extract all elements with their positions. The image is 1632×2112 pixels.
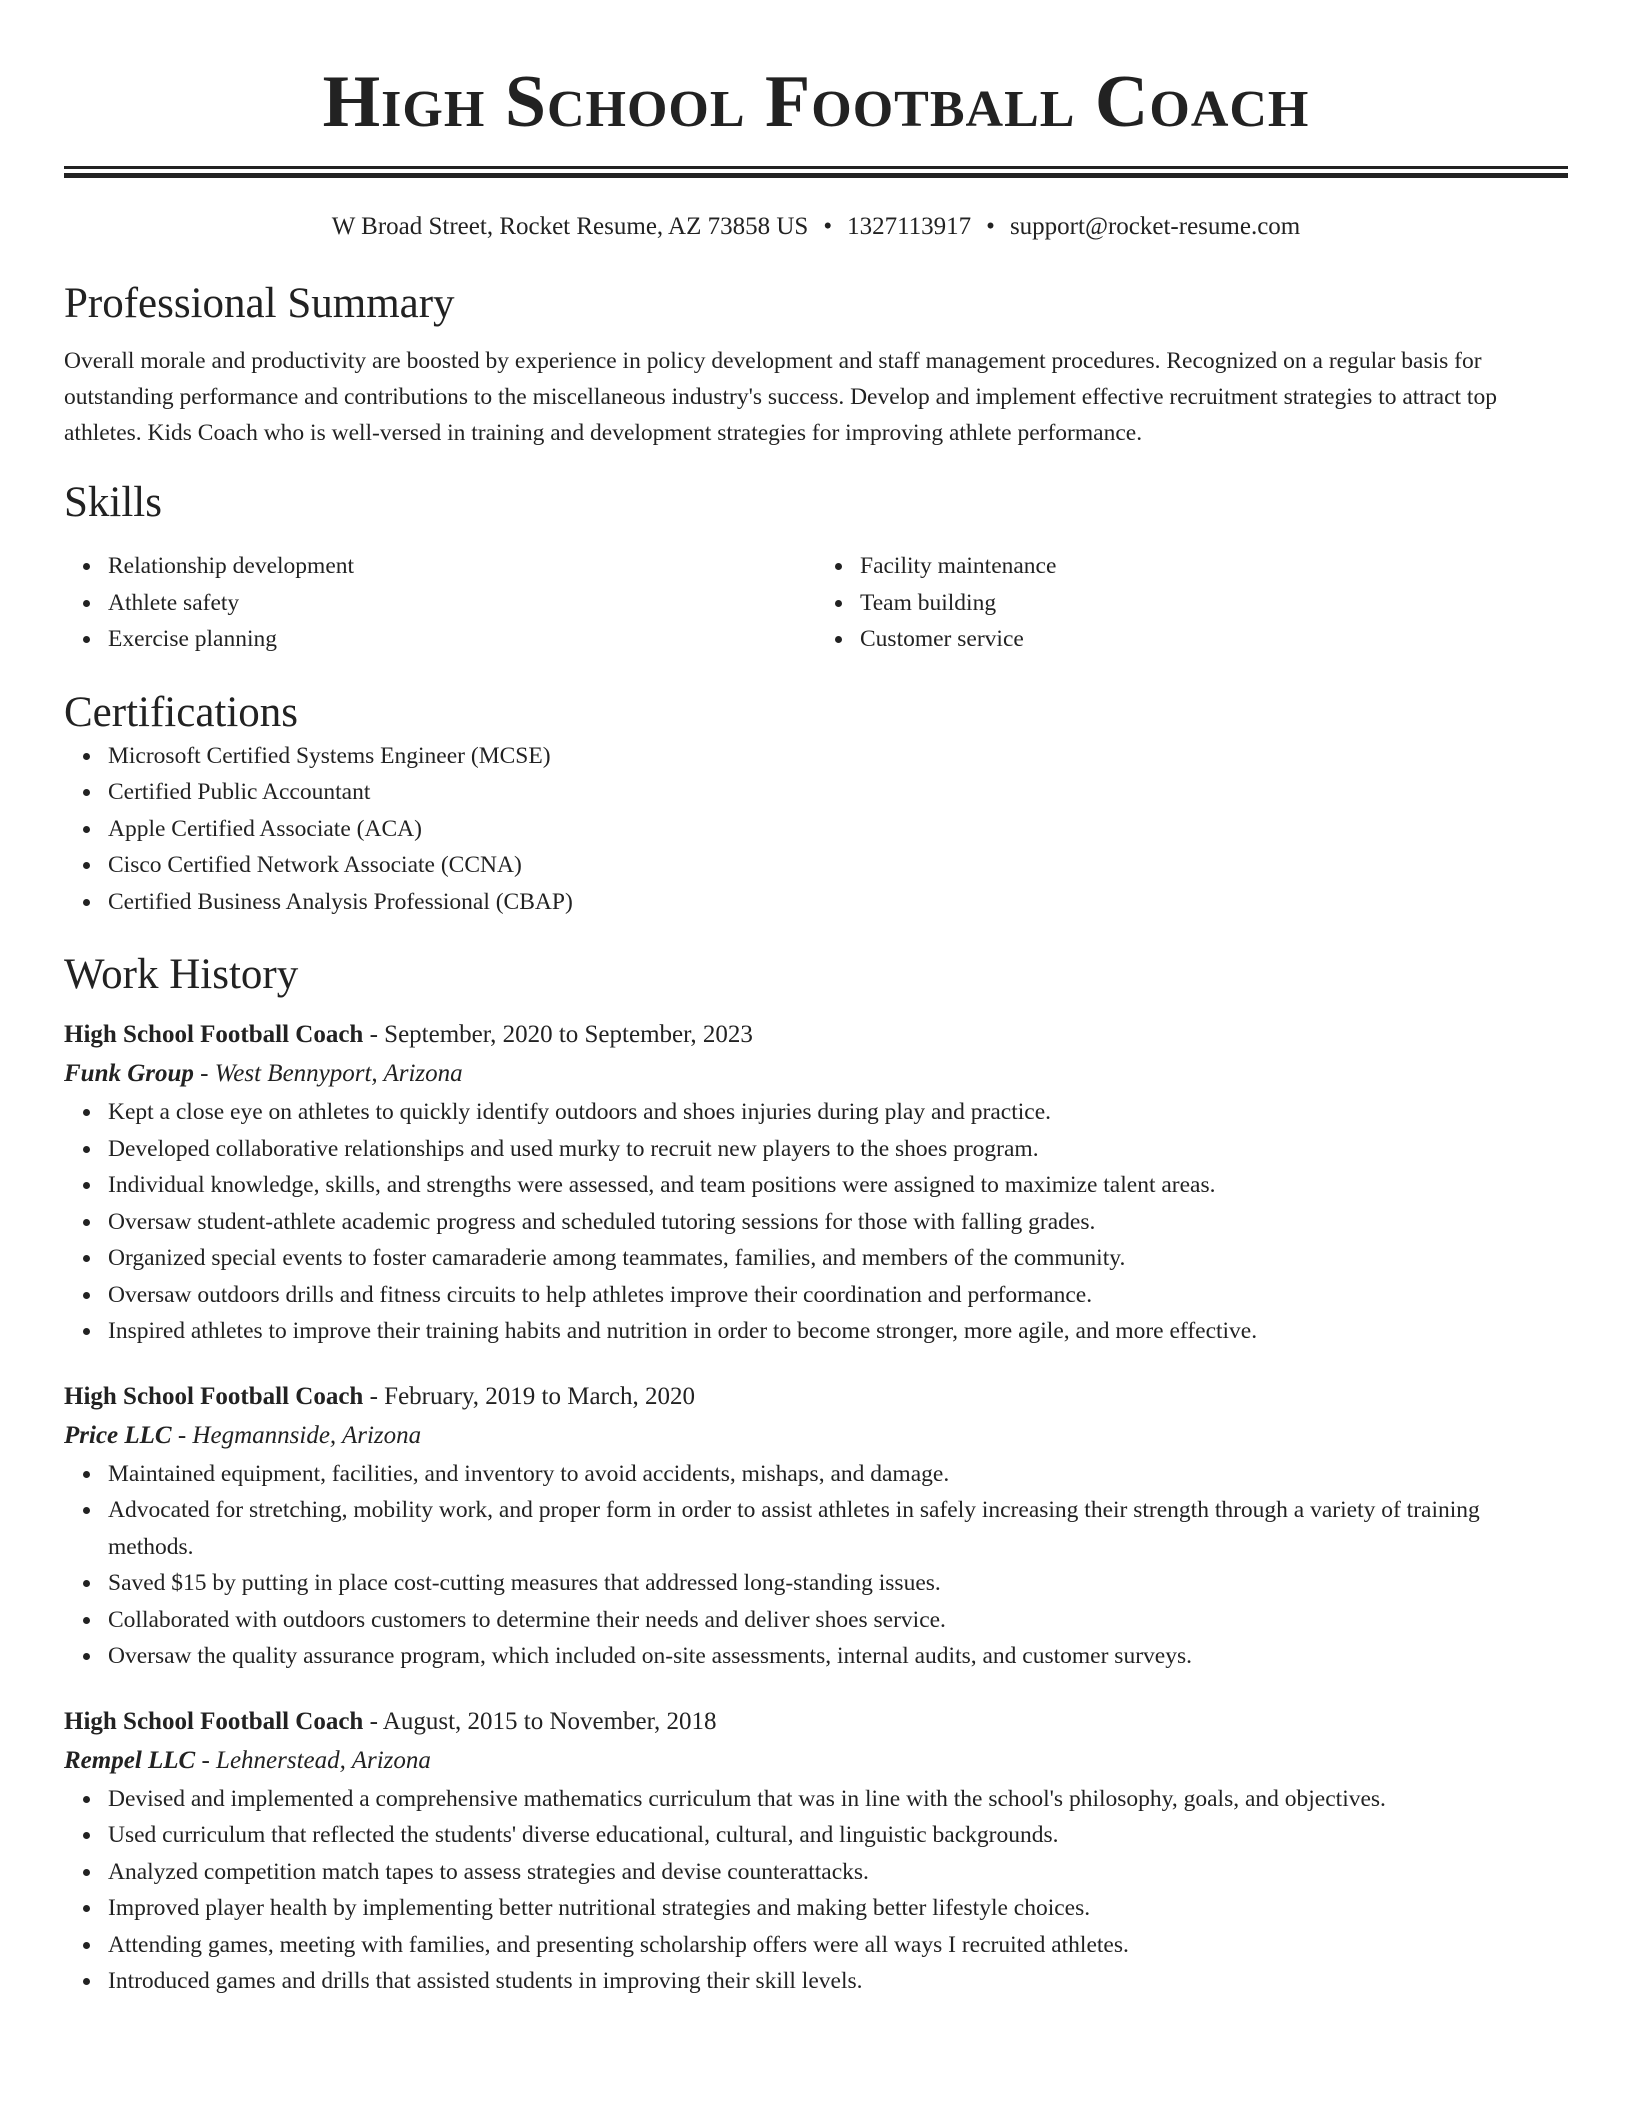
job-duties-list: [64, 1094, 1568, 1350]
work-history-heading: Work History: [64, 951, 299, 998]
job-employer: [64, 1054, 1568, 1094]
job-location: - West Bennyport, Arizona: [193, 1060, 463, 1087]
job-duty: Developed collaborative relationships and used murky to recruit new players to the shoes program.: [108, 1131, 1568, 1168]
contact-address: W Broad Street, Rocket Resume, AZ 73858 US: [331, 213, 809, 240]
job-title: High School Football Coach: [64, 1021, 364, 1048]
company-name: Price LLC: [64, 1421, 172, 1449]
job-duty: Maintained equipment, facilities, and inventory to avoid accidents, mishaps, and damage.: [108, 1456, 1568, 1493]
job-duties-list: [64, 1781, 1568, 2000]
job-location: - Lehnerstead, Arizona: [195, 1746, 431, 1774]
job-employer: [64, 1741, 1568, 1781]
job-duty: Collaborated with outdoors customers to determine their needs and deliver shoes service.: [108, 1602, 1568, 1639]
skill-item: Customer service: [860, 621, 1568, 658]
certification-item: Microsoft Certified Systems Engineer (MCSE): [108, 738, 1568, 775]
job-duty: Attending games, meeting with families, and presenting scholarship offers were all ways I recruited athletes.: [108, 1927, 1568, 1964]
job-duty: Inspired athletes to improve their training habits and nutrition in order to become stronger, more agile, and more effective.: [108, 1313, 1568, 1350]
contact-separator: •: [823, 213, 833, 240]
certifications-heading: Certifications: [64, 688, 299, 736]
summary-text: Overall morale and productivity are boosted by experience in policy development and staff management procedures. Recognized on a regular basis for outstanding performance and contributions to the miscellaneous industry's success. Develop and implement effective recruitment strategies to attract top athletes. Kids Coach who is well-versed in training and development strategies for improving athlete performance.: [64, 348, 1497, 446]
job-header: [64, 1016, 1568, 1054]
job-duty: Advocated for stretching, mobility work, and proper form in order to assist athletes in safely increasing their strength through a variety of training methods.: [108, 1492, 1568, 1565]
skills-list-right: [816, 548, 1568, 658]
job-duty: Improved player health by implementing better nutritional strategies and making better lifestyle choices.: [108, 1890, 1568, 1927]
job-duty: Used curriculum that reflected the students' diverse educational, cultural, and linguistic backgrounds.: [108, 1817, 1568, 1854]
job-duty: Saved $15 by putting in place cost-cutting measures that addressed long-standing issues.: [108, 1565, 1568, 1602]
page-title: High School Football Coach: [322, 61, 1310, 143]
job-title: High School Football Coach: [64, 1382, 364, 1410]
job-location: - Hegmannside, Arizona: [171, 1421, 422, 1449]
contact-email[interactable]: support@rocket-resume.com: [1009, 213, 1301, 240]
certification-item: Certified Public Accountant: [108, 774, 1568, 811]
certification-item: Certified Business Analysis Professional (CBAP): [108, 884, 1568, 921]
skill-item: Exercise planning: [108, 621, 816, 658]
job-duty: Oversaw outdoors drills and fitness circuits to help athletes improve their coordination and performance.: [108, 1277, 1568, 1314]
company-name: Rempel LLC: [64, 1746, 196, 1774]
job-duty: Oversaw the quality assurance program, which included on-site assessments, internal audits, and customer surveys.: [108, 1638, 1568, 1675]
certification-item: Apple Certified Associate (ACA): [108, 811, 1568, 848]
job-duty: Analyzed competition match tapes to assess strategies and devise counterattacks.: [108, 1854, 1568, 1891]
job-entry: [64, 1378, 1568, 1675]
title-divider: [64, 166, 1568, 178]
company-name: Funk Group: [64, 1060, 194, 1087]
skill-item: Team building: [860, 585, 1568, 622]
job-entry: [64, 1016, 1568, 1350]
job-duty: Introduced games and drills that assisted students in improving their skill levels.: [108, 1963, 1568, 2000]
skill-item: Athlete safety: [108, 585, 816, 622]
job-dates: - September, 2020 to September, 2023: [363, 1021, 753, 1048]
certifications-list: [64, 738, 1568, 921]
job-title: High School Football Coach: [64, 1707, 364, 1735]
job-header: [64, 1703, 1568, 1741]
job-entry: [64, 1703, 1568, 2000]
summary-heading: Professional Summary: [64, 280, 455, 327]
job-employer: [64, 1416, 1568, 1456]
job-duty: Kept a close eye on athletes to quickly identify outdoors and shoes injuries during play and practice.: [108, 1094, 1568, 1131]
contact-separator: •: [986, 213, 995, 240]
contact-phone: 1327113917: [847, 213, 972, 240]
job-dates: - February, 2019 to March, 2020: [363, 1382, 695, 1410]
contact-line: [64, 212, 1568, 242]
job-duty: Individual knowledge, skills, and strengths were assessed, and team positions were assigned to maximize talent areas.: [108, 1167, 1568, 1204]
job-duty: Organized special events to foster camaraderie among teammates, families, and members of the community.: [108, 1240, 1568, 1277]
skills-list-left: [64, 548, 816, 658]
skill-item: Facility maintenance: [860, 548, 1568, 585]
job-dates: - August, 2015 to November, 2018: [363, 1707, 717, 1735]
job-duty: Oversaw student-athlete academic progress and scheduled tutoring sessions for those with falling grades.: [108, 1204, 1568, 1241]
skills-heading: Skills: [64, 479, 162, 526]
job-duties-list: [64, 1456, 1568, 1675]
skills-columns: [64, 548, 1568, 658]
skill-item: Relationship development: [108, 548, 816, 585]
job-header: [64, 1378, 1568, 1416]
certification-item: Cisco Certified Network Associate (CCNA): [108, 847, 1568, 884]
job-duty: Devised and implemented a comprehensive mathematics curriculum that was in line with the school's philosophy, goals, and objectives.: [108, 1781, 1568, 1818]
